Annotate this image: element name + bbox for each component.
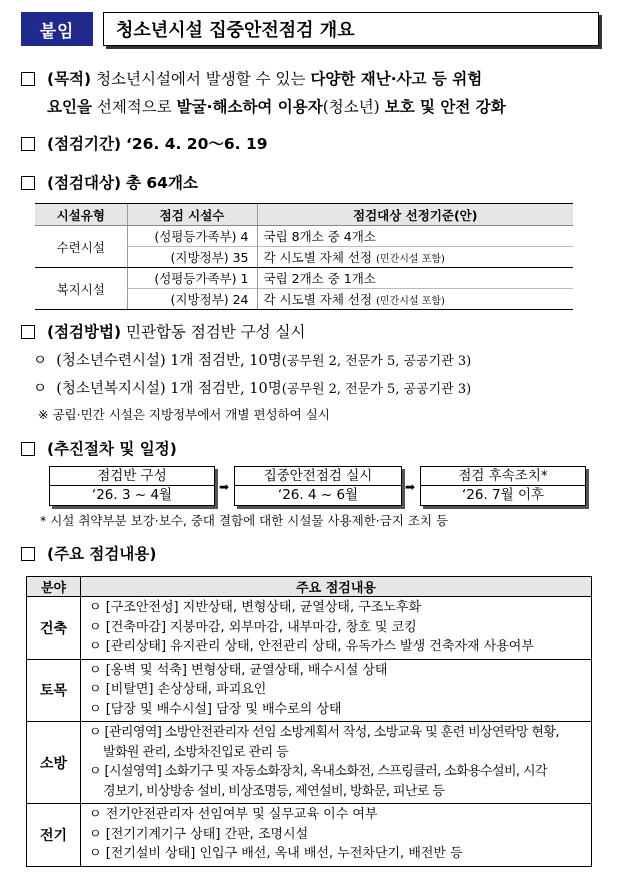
list-item: 경보기, 비상방송 설비, 비상조명등, 제연설비, 방화문, 피난로 등	[103, 783, 445, 799]
table-header: 주요 점검내용	[81, 577, 592, 597]
field-items	[81, 722, 592, 804]
schedule-step: 점검반 구성 ‘26. 3 ~ 4월	[49, 466, 215, 506]
list-item: ㅇ [옹벽 및 석축] 변형상태, 균열상태, 배수시설 상태	[89, 662, 388, 678]
table-row	[27, 722, 592, 804]
method-label: (점검방법)	[47, 323, 122, 341]
targets-section	[21, 170, 198, 196]
purpose-text-1: 청소년시설에서 발생할 수 있는	[96, 70, 306, 88]
purpose-text-2e: 보호 및 안전 강화	[384, 98, 506, 116]
table-row	[27, 659, 592, 722]
list-item: ㅇ [전기기계기구 상태] 간판, 조명시설	[89, 826, 309, 842]
purpose-section-line2	[47, 94, 506, 120]
schedule-section	[21, 436, 177, 462]
purpose-section	[21, 66, 482, 92]
list-item: ㅇ [관리상태] 유지관리 상태, 안전관리 상태, 유독가스 발생 건축자재 사용여부	[89, 639, 534, 654]
page-title: 청소년시설 집중안전점검 개요	[103, 12, 599, 46]
facility-count: (성평등가족부) 4	[127, 226, 257, 247]
field-name: 토목	[27, 659, 81, 722]
table-row	[35, 268, 573, 289]
contents-label: (주요 점검내용)	[47, 545, 157, 563]
list-item: 발화원 관리, 소방차진입로 관리 등	[103, 744, 289, 760]
targets-value: 총 64개소	[126, 174, 198, 192]
field-items	[81, 597, 592, 660]
contents-section	[21, 541, 156, 567]
table-row	[27, 597, 592, 660]
schedule-step: 집중안전점검 실시 ‘26. 4 ~ 6월	[234, 466, 402, 506]
purpose-text-2a: 요인을	[47, 98, 92, 116]
facility-count: (성평등가족부) 1	[127, 268, 257, 289]
arrow-right-icon: ➡	[219, 480, 230, 494]
list-item: ㅇ [건축마감] 지붕마감, 외부마감, 내부마감, 창호 및 코킹	[89, 619, 417, 635]
list-item: ㅇ [시설영역] 소화기구 및 자동소화장치, 옥내소화전, 스프링클러, 소화용수설비, 시각	[89, 764, 547, 779]
targets-label: (점검대상)	[47, 174, 122, 192]
checkbox-square-icon	[21, 72, 35, 86]
method-value: 민관합동 점검반 구성 실시	[126, 323, 306, 341]
arrow-right-icon: ➡	[405, 480, 416, 494]
facility-criteria: 국립 8개소 중 4개소	[257, 226, 573, 247]
field-name: 소방	[27, 722, 81, 804]
facility-count: (지방정부) 24	[127, 289, 257, 310]
facility-type: 수련시설	[35, 226, 127, 268]
checkbox-square-icon	[21, 442, 35, 456]
list-item: ㅇ [관리영역] 소방안전관리자 선임 소방계획서 작성, 소방교육 및 훈련 비상연락망 현황,	[89, 725, 559, 740]
method-item: ㅇ (청소년복지시설) 1개 점검반, 10명(공무원 2, 전문가 5, 공공기관 3)	[33, 381, 472, 397]
table-header: 점검대상 선정기준(안)	[257, 204, 573, 226]
field-name: 전기	[27, 804, 81, 867]
checkbox-square-icon	[21, 547, 35, 561]
checkbox-square-icon	[21, 176, 35, 190]
facility-criteria: 각 시도별 자체 선정 (민간시설 포함)	[257, 247, 573, 268]
attachment-badge: 붙임	[21, 12, 93, 46]
purpose-label: (목적)	[47, 70, 92, 88]
table-header: 시설유형	[35, 204, 127, 226]
period-section	[21, 131, 268, 157]
contents-table	[26, 576, 592, 867]
table-row	[35, 226, 573, 247]
targets-table	[35, 203, 573, 310]
facility-type: 복지시설	[35, 268, 127, 310]
facility-criteria: 국립 2개소 중 1개소	[257, 268, 573, 289]
method-section	[21, 319, 306, 345]
purpose-emph-1: 다양한 재난·사고 등 위험	[310, 70, 483, 88]
purpose-text-2b: 선제적으로	[96, 98, 172, 116]
table-header-row	[27, 577, 592, 597]
list-item: ㅇ [구조안전성] 지반상태, 변형상태, 균열상태, 구조노후화	[89, 600, 422, 615]
period-value: ‘26. 4. 20～6. 19	[126, 135, 268, 153]
table-header: 분야	[27, 577, 81, 597]
title-row	[21, 12, 599, 46]
table-header: 점검 시설수	[127, 204, 257, 226]
purpose-text-2d: (청소년)	[322, 98, 380, 116]
facility-count: (지방정부) 35	[127, 247, 257, 268]
method-item: ㅇ (청소년수련시설) 1개 점검반, 10명(공무원 2, 전문가 5, 공공기관 3)	[33, 353, 472, 369]
field-name: 건축	[27, 597, 81, 660]
table-row	[27, 804, 592, 867]
schedule-step: 점검 후속조치* ‘26. 7월 이후	[420, 466, 586, 506]
list-item: ㅇ [전기설비 상태] 인입구 배선, 옥내 배선, 누전차단기, 배전반 등	[89, 846, 463, 861]
field-items	[81, 659, 592, 722]
list-item: ㅇ [비탈면] 손상상태, 파괴요인	[89, 682, 267, 697]
checkbox-square-icon	[21, 137, 35, 151]
method-note: ※ 공립·민간 시설은 지방정부에서 개별 편성하여 실시	[38, 407, 330, 422]
table-header-row	[35, 204, 573, 226]
list-item: ㅇ 전기안전관리자 선임여부 및 실무교육 이수 여부	[89, 807, 378, 822]
checkbox-square-icon	[21, 325, 35, 339]
facility-criteria: 각 시도별 자체 선정 (민간시설 포함)	[257, 289, 573, 310]
schedule-label: (추진절차 및 일정)	[47, 440, 177, 458]
field-items	[81, 804, 592, 867]
purpose-text-2c: 발굴·해소하여 이용자	[176, 98, 323, 116]
period-label: (점검기간)	[47, 135, 122, 153]
schedule-footnote: * 시설 취약부분 보강·보수, 중대 결함에 대한 시설물 사용제한·금지 조치 등	[40, 513, 449, 528]
list-item: ㅇ [담장 및 배수시설] 담장 및 배수로의 상태	[89, 701, 342, 717]
